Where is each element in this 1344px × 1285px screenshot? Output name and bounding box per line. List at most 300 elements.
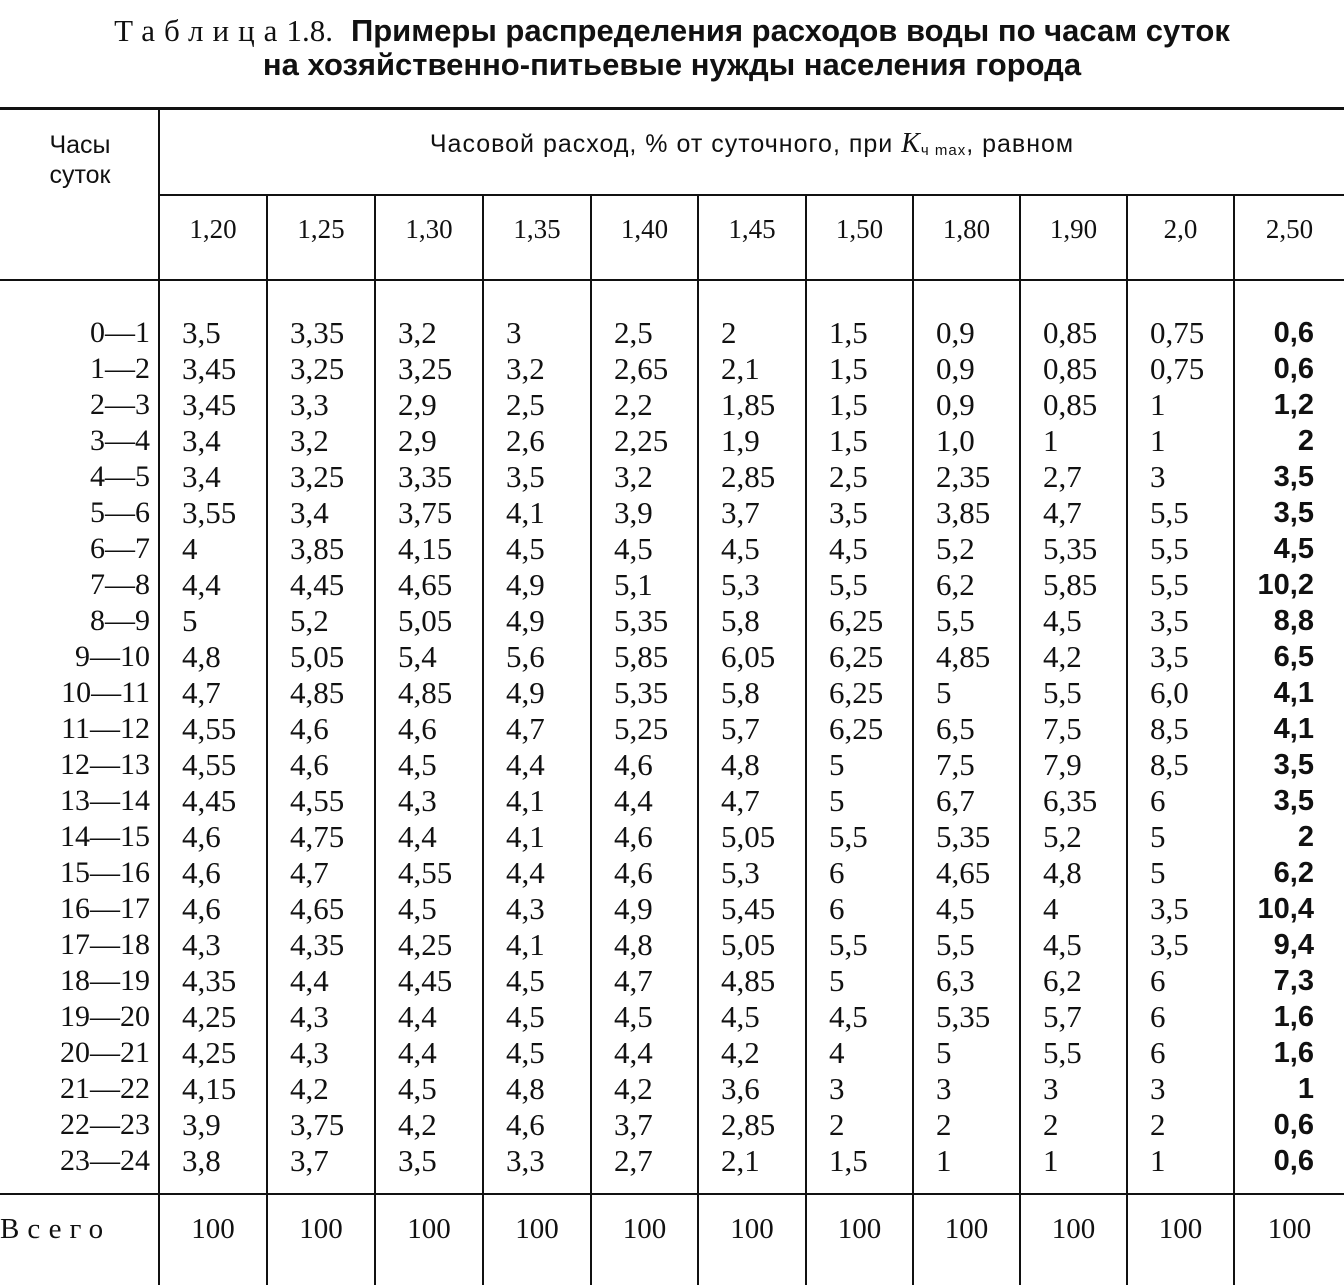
table-cell: 6,2 (1043, 963, 1082, 998)
table-cell: 6,25 (829, 603, 884, 638)
table-cell: 5,35 (614, 603, 669, 638)
table-cell: 4,6 (182, 891, 221, 926)
hour-cell: 1—2 (90, 352, 150, 385)
table-cell: 4,1 (506, 819, 545, 854)
column-divider (590, 196, 592, 1285)
table-cell: 4,8 (506, 1071, 545, 1106)
table-cell: 4,2 (290, 1071, 329, 1106)
table-cell: 3,9 (614, 495, 653, 530)
table-cell: 5,3 (721, 855, 760, 890)
table-cell: 5,4 (398, 639, 437, 674)
table-cell: 4,5 (1043, 927, 1082, 962)
table-cell: 1,5 (829, 1143, 868, 1178)
table-cell: 4,4 (506, 747, 545, 782)
table-cell: 5,35 (614, 675, 669, 710)
table-cell: 4,5 (614, 999, 653, 1034)
table-cell: 3,45 (182, 387, 237, 422)
table-cell: 3,3 (290, 387, 329, 422)
table-cell: 4,25 (182, 1035, 237, 1070)
table-cell: 2,2 (614, 387, 653, 422)
table-cell: 5,3 (721, 567, 760, 602)
table-cell: 4,15 (398, 531, 453, 566)
table-cell: 7,5 (936, 747, 975, 782)
table-cell: 4,35 (290, 927, 345, 962)
table-cell: 2 (1297, 821, 1314, 853)
hour-cell: 14—15 (60, 820, 150, 853)
table-cell: 2,35 (936, 459, 991, 494)
table-cell: 4,15 (182, 1071, 237, 1106)
total-cell: 100 (1158, 1213, 1203, 1245)
hour-cell: 9—10 (75, 640, 150, 673)
total-cell: 100 (944, 1213, 989, 1245)
table-cell: 2,5 (506, 387, 545, 422)
table-cell: 0,85 (1043, 387, 1098, 422)
table-cell: 5,05 (398, 603, 453, 638)
data-column-1-35 (506, 315, 588, 1179)
table-cell: 3,2 (290, 423, 329, 458)
table-cell: 5,2 (936, 531, 975, 566)
table-cell: 6,05 (721, 639, 776, 674)
table-cell: 4,4 (290, 963, 329, 998)
table-cell: 0,75 (1150, 315, 1205, 350)
hour-cell: 15—16 (60, 856, 150, 889)
hour-cell: 3—4 (90, 424, 150, 457)
table-cell: 2,85 (721, 459, 776, 494)
table-cell: 1,6 (1273, 1001, 1314, 1033)
table-cell: 8,8 (1273, 605, 1314, 637)
column-divider (482, 196, 484, 1285)
table-cell: 4,1 (506, 783, 545, 818)
table-cell: 2,1 (721, 1143, 760, 1178)
table-cell: 4,4 (614, 783, 653, 818)
table-cell: 5,1 (614, 567, 653, 602)
table-cell: 1,6 (1273, 1037, 1314, 1069)
table-cell: 3 (506, 315, 522, 350)
table-cell: 1 (1297, 1073, 1314, 1105)
table-cell: 1 (1043, 423, 1059, 458)
table-cell: 2,1 (721, 351, 760, 386)
header-bottom-rule (0, 279, 1344, 281)
table-cell: 3,85 (936, 495, 991, 530)
k-value-header: 1,40 (620, 214, 669, 244)
table-cell: 4,5 (936, 891, 975, 926)
table-cell: 1 (936, 1143, 952, 1178)
table-cell: 5,5 (1150, 495, 1189, 530)
table-cell: 3,4 (182, 423, 221, 458)
table-cell: 5 (1150, 819, 1166, 854)
hours-header-line2: суток (49, 161, 111, 189)
table-cell: 4,65 (290, 891, 345, 926)
hour-cell: 18—19 (60, 964, 150, 997)
hour-cell: 13—14 (60, 784, 150, 817)
top-rule (0, 107, 1344, 110)
k-value-header: 1,25 (297, 214, 345, 244)
hour-cell: 0—1 (90, 316, 150, 349)
table-cell: 0,75 (1150, 351, 1205, 386)
table-cell: 1 (1150, 387, 1166, 422)
table-cell: 3,5 (398, 1143, 437, 1178)
caption-label: Таблица (114, 13, 287, 48)
hour-cell: 21—22 (60, 1072, 150, 1105)
hour-cell: 16—17 (60, 892, 150, 925)
table-cell: 0,85 (1043, 315, 1098, 350)
table-cell: 2,65 (614, 351, 669, 386)
table-cell: 3,4 (182, 459, 221, 494)
table-cell: 3,25 (398, 351, 453, 386)
table-cell: 0,85 (1043, 351, 1098, 386)
table-cell: 1,5 (829, 423, 868, 458)
data-column-1-30 (398, 315, 480, 1179)
k-value-header: 2,50 (1265, 214, 1314, 244)
table-cell: 4,6 (290, 747, 329, 782)
total-cell: 100 (515, 1213, 559, 1245)
table-cell: 4,55 (290, 783, 345, 818)
table-cell: 0,6 (1273, 353, 1314, 385)
table-cell: 6,3 (936, 963, 975, 998)
table-cell: 1,0 (936, 423, 975, 458)
table-cell: 3,85 (290, 531, 345, 566)
table-cell: 5 (829, 783, 845, 818)
total-cell: 100 (837, 1213, 882, 1245)
table-caption (0, 14, 1344, 82)
table-cell: 2,5 (614, 315, 653, 350)
table-cell: 0,9 (936, 315, 975, 350)
table-cell: 4,3 (290, 1035, 329, 1070)
table-cell: 2,85 (721, 1107, 776, 1142)
table-cell: 4,35 (182, 963, 237, 998)
table-cell: 1,5 (829, 315, 868, 350)
table-cell: 5,5 (829, 927, 868, 962)
hour-cell: 7—8 (90, 568, 150, 601)
table-cell: 4,8 (1043, 855, 1082, 890)
table-cell: 5,5 (1150, 531, 1189, 566)
table-cell: 6 (1150, 999, 1166, 1034)
table-cell: 4,5 (1273, 533, 1314, 565)
table-cell: 5,85 (1043, 567, 1098, 602)
k-value-header: 1,90 (1049, 214, 1098, 244)
table-cell: 6,0 (1150, 675, 1189, 710)
table-cell: 4,2 (614, 1071, 653, 1106)
table-cell: 4,5 (506, 963, 545, 998)
total-cell: 100 (730, 1213, 774, 1245)
table-cell: 1,2 (1273, 389, 1314, 421)
hour-cell: 2—3 (90, 388, 150, 421)
data-column-2-0 (1150, 315, 1231, 1179)
table-cell: 4,2 (721, 1035, 760, 1070)
table-cell: 4,6 (614, 747, 653, 782)
data-column-1-80 (936, 315, 1017, 1179)
table-cell: 3,7 (721, 495, 760, 530)
table-cell: 10,4 (1257, 893, 1314, 925)
table-cell: 4,5 (398, 1071, 437, 1106)
table-cell: 3,2 (398, 315, 437, 350)
table-cell: 3,9 (182, 1107, 221, 1142)
table-cell: 4,5 (721, 999, 760, 1034)
total-cell: 100 (191, 1213, 235, 1245)
table-cell: 3,25 (290, 459, 345, 494)
k-value-header: 1,80 (942, 214, 991, 244)
table-cell: 4,7 (614, 963, 653, 998)
table-cell: 3,7 (290, 1143, 329, 1178)
table-cell: 4,55 (182, 747, 237, 782)
table-cell: 3,5 (1150, 891, 1189, 926)
table-cell: 4,6 (506, 1107, 545, 1142)
header-suffix: , равном (966, 130, 1075, 158)
hour-cell: 22—23 (60, 1108, 150, 1141)
hour-cell: 6—7 (90, 532, 150, 565)
table-cell: 10,2 (1257, 569, 1314, 601)
hour-cell: 23—24 (60, 1144, 150, 1177)
table-cell: 3,75 (290, 1107, 345, 1142)
table-cell: 1,5 (829, 387, 868, 422)
table-cell: 5,5 (1150, 567, 1189, 602)
table-cell: 3,55 (182, 495, 237, 530)
table-cell: 3,5 (1273, 749, 1314, 781)
table-cell: 5,05 (721, 819, 776, 854)
table-cell: 4,65 (398, 567, 453, 602)
table-cell: 4,55 (182, 711, 237, 746)
total-label: Всего (0, 1213, 112, 1245)
table-cell: 5,7 (721, 711, 760, 746)
total-cell: 100 (299, 1213, 343, 1245)
total-cell: 100 (1267, 1213, 1312, 1245)
table-cell: 2 (936, 1107, 952, 1142)
table-cell: 7,3 (1273, 965, 1314, 997)
table-cell: 6,2 (936, 567, 975, 602)
hours-header-line1: Часы (49, 131, 111, 159)
table-cell: 4,7 (290, 855, 329, 890)
table-cell: 4,3 (290, 999, 329, 1034)
table-cell: 4,5 (506, 1035, 545, 1070)
hour-cell: 19—20 (60, 1000, 150, 1033)
table-cell: 5 (182, 603, 198, 638)
table-cell: 1,9 (721, 423, 760, 458)
table-cell: 3 (1150, 1071, 1166, 1106)
table-cell: 4,75 (290, 819, 345, 854)
table-cell: 4,8 (721, 747, 760, 782)
table-cell: 2,9 (398, 423, 437, 458)
table-cell: 5,45 (721, 891, 776, 926)
k-subscript: ч max (920, 142, 967, 159)
table-cell: 4,4 (398, 819, 437, 854)
data-column-1-45 (721, 315, 803, 1179)
hour-cell: 8—9 (90, 604, 150, 637)
table-cell: 6,7 (936, 783, 975, 818)
data-column-1-20 (182, 315, 264, 1179)
table-cell: 2,7 (1043, 459, 1082, 494)
table-cell: 3,5 (829, 495, 868, 530)
table-cell: 5 (829, 747, 845, 782)
table-cell: 3,35 (290, 315, 345, 350)
table-cell: 5 (936, 675, 952, 710)
table-cell: 6,25 (829, 711, 884, 746)
table-cell: 3 (1150, 459, 1166, 494)
hour-cell: 11—12 (61, 712, 150, 745)
table-cell: 8,5 (1150, 747, 1189, 782)
table-cell: 4,4 (398, 999, 437, 1034)
column-divider (374, 196, 376, 1285)
table-cell: 6 (829, 855, 845, 890)
table-cell: 5,35 (1043, 531, 1098, 566)
k-value-header: 1,50 (835, 214, 884, 244)
data-column-1-50 (829, 315, 910, 1179)
table-cell: 4,4 (182, 567, 221, 602)
total-cell: 100 (1051, 1213, 1096, 1245)
table-cell: 6,2 (1273, 857, 1314, 889)
table-cell: 3,5 (1150, 639, 1189, 674)
table-cell: 5,6 (506, 639, 545, 674)
table-cell: 4,85 (721, 963, 776, 998)
table-cell: 1,5 (829, 351, 868, 386)
table-cell: 6,25 (829, 675, 884, 710)
k-value-header: 2,0 (1163, 214, 1198, 244)
table-cell: 2,5 (829, 459, 868, 494)
table-cell: 4,55 (398, 855, 453, 890)
table-cell: 4,9 (506, 675, 545, 710)
table-cell: 5,2 (1043, 819, 1082, 854)
table-cell: 3,5 (1150, 603, 1189, 638)
k-value-header: 1,20 (189, 214, 237, 244)
total-cell: 100 (622, 1213, 667, 1245)
table-cell: 0,9 (936, 351, 975, 386)
table-cell: 4,7 (1043, 495, 1082, 530)
column-divider (1019, 196, 1021, 1285)
table-cell: 4,6 (290, 711, 329, 746)
hours-column-header (0, 130, 160, 190)
table-cell: 6 (829, 891, 845, 926)
data-column-2-50 (1235, 315, 1314, 1179)
table-cell: 5 (1150, 855, 1166, 890)
column-divider (697, 196, 699, 1285)
table-cell: 3,8 (182, 1143, 221, 1178)
hour-cell: 17—18 (60, 928, 150, 961)
caption-title-line1: Примеры распределения расходов воды по часам суток (350, 13, 1230, 48)
column-divider (266, 196, 268, 1285)
table-cell: 4 (1043, 891, 1059, 926)
caption-number: 1.8. (286, 13, 333, 48)
table-cell: 3,45 (182, 351, 237, 386)
table-cell: 0,6 (1273, 1109, 1314, 1141)
table-cell: 4,4 (398, 1035, 437, 1070)
table-cell: 0,6 (1273, 317, 1314, 349)
table-cell: 5,5 (829, 567, 868, 602)
table-cell: 4,7 (506, 711, 545, 746)
table-cell: 4,25 (182, 999, 237, 1034)
table-cell: 6,5 (936, 711, 975, 746)
table-cell: 5,05 (721, 927, 776, 962)
k-value-header: 1,35 (513, 214, 561, 244)
table-cell: 3,75 (398, 495, 453, 530)
table-cell: 0,6 (1273, 1145, 1314, 1177)
table-cell: 2,25 (614, 423, 669, 458)
hour-cell: 20—21 (60, 1036, 150, 1069)
table-cell: 4,5 (614, 531, 653, 566)
table-cell: 5 (829, 963, 845, 998)
table-cell: 6,35 (1043, 783, 1098, 818)
table-cell: 3,5 (506, 459, 545, 494)
column-divider (1126, 196, 1128, 1285)
table-cell: 9,4 (1273, 929, 1314, 961)
column-divider (805, 196, 807, 1285)
total-cell: 100 (407, 1213, 451, 1245)
table-cell: 4,6 (614, 819, 653, 854)
table-cell: 2,6 (506, 423, 545, 458)
table-cell: 0,9 (936, 387, 975, 422)
hour-cell: 5—6 (90, 496, 150, 529)
table-cell: 3,6 (721, 1071, 760, 1106)
data-column-1-40 (614, 315, 695, 1179)
column-divider (158, 109, 160, 1285)
table-cell: 2,7 (614, 1143, 653, 1178)
table-cell: 4,5 (506, 531, 545, 566)
table-cell: 1 (1043, 1143, 1059, 1178)
table-cell: 4,6 (614, 855, 653, 890)
table-cell: 4,4 (614, 1035, 653, 1070)
table-cell: 4,65 (936, 855, 991, 890)
hour-cell: 10—11 (61, 676, 150, 709)
table-cell: 4,45 (182, 783, 237, 818)
total-rule (0, 1193, 1344, 1195)
table-cell: 3,25 (290, 351, 345, 386)
table-cell: 6 (1150, 783, 1166, 818)
hour-cell: 4—5 (90, 460, 150, 493)
table-cell: 2 (721, 315, 737, 350)
table-cell: 4,1 (1273, 713, 1314, 745)
table-cell: 4,5 (506, 999, 545, 1034)
table-cell: 4,5 (1043, 603, 1082, 638)
table-cell: 5,85 (614, 639, 669, 674)
table-cell: 3,3 (506, 1143, 545, 1178)
data-column-1-90 (1043, 315, 1124, 1179)
table-cell: 4,5 (829, 999, 868, 1034)
table-cell: 4,85 (398, 675, 453, 710)
table-cell: 4,5 (398, 891, 437, 926)
table-cell: 4,2 (1043, 639, 1082, 674)
hour-cell: 12—13 (60, 748, 150, 781)
table-cell: 2 (1043, 1107, 1059, 1142)
k-value-header: 1,30 (405, 214, 453, 244)
table-cell: 4,9 (506, 567, 545, 602)
table-cell: 4,6 (182, 819, 221, 854)
table-cell: 1 (1150, 423, 1166, 458)
table-cell: 5,35 (936, 819, 991, 854)
table-cell: 5,5 (936, 927, 975, 962)
table-cell: 2 (829, 1107, 845, 1142)
table-cell: 4,3 (182, 927, 221, 962)
table-cell: 3,2 (506, 351, 545, 386)
header-divider (160, 194, 1344, 196)
table-cell: 4,3 (398, 783, 437, 818)
table-cell: 6 (1150, 963, 1166, 998)
table-cell: 5,8 (721, 675, 760, 710)
table-cell: 3 (936, 1071, 952, 1106)
table-cell: 4,1 (506, 495, 545, 530)
table-cell: 5,25 (614, 711, 669, 746)
table-cell: 2,9 (398, 387, 437, 422)
table-cell: 5,5 (1043, 675, 1082, 710)
table-cell: 4,25 (398, 927, 453, 962)
k-symbol: K (901, 128, 921, 159)
hourly-flow-header (160, 128, 1344, 160)
table-cell: 4,5 (721, 531, 760, 566)
table-cell: 5,05 (290, 639, 345, 674)
table-cell: 3 (829, 1071, 845, 1106)
table-cell: 4,7 (182, 675, 221, 710)
table-cell: 4,3 (506, 891, 545, 926)
table-cell: 3,5 (1273, 497, 1314, 529)
table-cell: 4,9 (614, 891, 653, 926)
hours-column (0, 315, 150, 1179)
